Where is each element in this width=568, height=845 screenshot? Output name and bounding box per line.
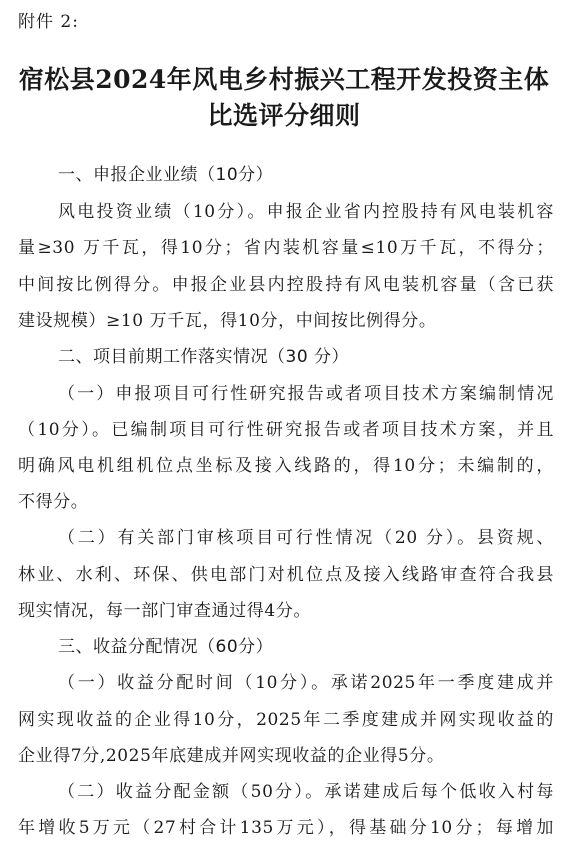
- paragraph-line: 现实情况，每一部门审查通过得4分。: [18, 601, 312, 621]
- paragraph-line: 建设规模）≥10 万千瓦，得10分，中间按比例得分。: [18, 311, 437, 331]
- paragraph-line: 风电投资业绩（10分）。申报企业省内控股持有风电装机容: [58, 202, 554, 222]
- paragraph-line: （二）有关部门审核项目可行性情况（20 分）。县资规、: [58, 528, 554, 548]
- paragraph-line: （一）申报项目可行性研究报告或者项目技术方案编制情况: [58, 384, 554, 404]
- section-heading: 三、收益分配情况（60分）: [58, 637, 274, 657]
- paragraph-line: 不得分。: [18, 492, 89, 512]
- paragraph-line: 量≥30 万千瓦，得10分；省内装机容量≤10万千瓦，不得分；: [18, 238, 554, 258]
- section-heading: 二、项目前期工作落实情况（30 分）: [58, 347, 350, 367]
- paragraph-line: （10分）。已编制项目可行性研究报告或者项目技术方案，并且: [18, 420, 554, 440]
- paragraph-line: 林业、水利、环保、供电部门对机位点及接入线路审查符合我县: [18, 565, 554, 585]
- document-title-line-1: 宿松县2024年风电乡村振兴工程开发投资主体: [18, 65, 550, 94]
- attachment-label: 附件 2:: [18, 12, 79, 32]
- paragraph-line: 明确风电机组机位点坐标及接入线路的，得10分；未编制的，: [18, 456, 554, 476]
- paragraph-line: （二）收益分配金额（50分）。承诺建成后每个低收入村每: [58, 782, 554, 802]
- paragraph-line: 企业得7分,2025年底建成并网实现收益的企业得5分。: [18, 746, 445, 766]
- paragraph-line: 中间按比例得分。申报企业县内控股持有风电装机容量（含已获: [18, 275, 554, 295]
- paragraph-line: 年增收5万元（27村合计135万元），得基础分10分；每增加: [18, 818, 554, 838]
- document-title-line-2: 比选评分细则: [207, 101, 361, 130]
- paragraph-line: 网实现收益的企业得10分，2025年二季度建成并网实现收益的: [18, 710, 554, 730]
- paragraph-line: （一）收益分配时间（10分）。承诺2025年一季度建成并: [58, 673, 554, 693]
- section-heading: 一、申报企业业绩（10分）: [58, 165, 274, 185]
